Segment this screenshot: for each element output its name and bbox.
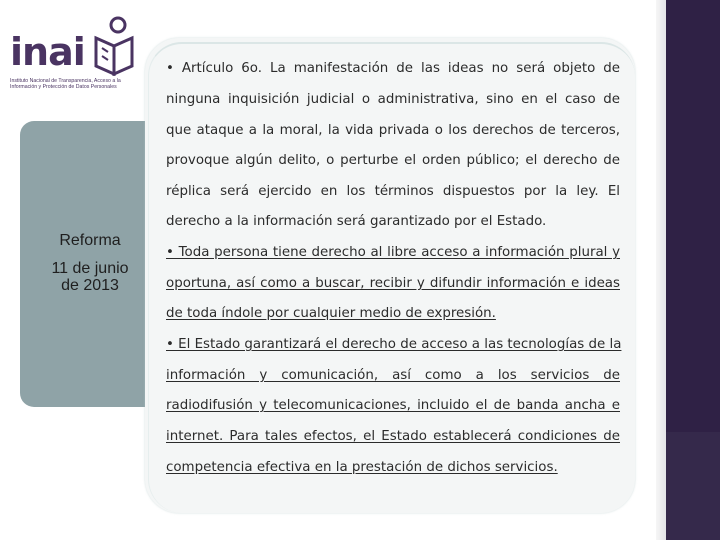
reform-label: Reforma: [59, 232, 121, 249]
logo-wordmark: inai: [10, 30, 85, 74]
text-line: radiodifusión y telecomunicaciones, incluido el de banda ancha e: [166, 398, 620, 413]
text-line: internet. Para tales efectos, el Estado establecerá condiciones de: [166, 429, 620, 444]
text-line: de toda índole por cualquier medio de expresión.: [166, 306, 496, 321]
reform-date: 11 de junio de 2013: [51, 260, 129, 294]
text-line: • El Estado garantizará el derecho de acceso a las tecnologías de la: [166, 337, 622, 352]
text-line: competencia efectiva en la prestación de dichos servicios.: [166, 460, 558, 475]
right-sidebar: [666, 0, 720, 540]
text-line: • Artículo 6o. La manifestación de las ideas no será objeto de: [166, 61, 620, 76]
text-line: derecho a la información será garantizado por el Estado.: [166, 214, 547, 229]
text-line: • Toda persona tiene derecho al libre acceso a información plural y: [166, 245, 620, 260]
sidebar-accent: [666, 432, 720, 540]
text-line: provoque algún delito, o perturbe el orden público; el derecho de: [166, 153, 620, 168]
inai-logo: [8, 16, 138, 102]
logo-subtitle: Instituto Nacional de Transparencia, Acceso a la Información y Protección de Datos Personales: [10, 78, 121, 90]
text-line: información y comunicación, así como a los servicios de: [166, 368, 620, 383]
text-line: ninguna inquisición judicial o administrativa, sino en el caso de: [166, 92, 620, 107]
side-strip: [656, 0, 666, 540]
text-line: que ataque a la moral, la vida privada o los derechos de terceros,: [166, 123, 620, 138]
text-line: réplica será ejercido en los términos dispuestos por la ley. El: [166, 184, 620, 199]
text-line: oportuna, así como a buscar, recibir y difundir información e ideas: [166, 276, 620, 291]
reader-icon: [92, 16, 136, 76]
